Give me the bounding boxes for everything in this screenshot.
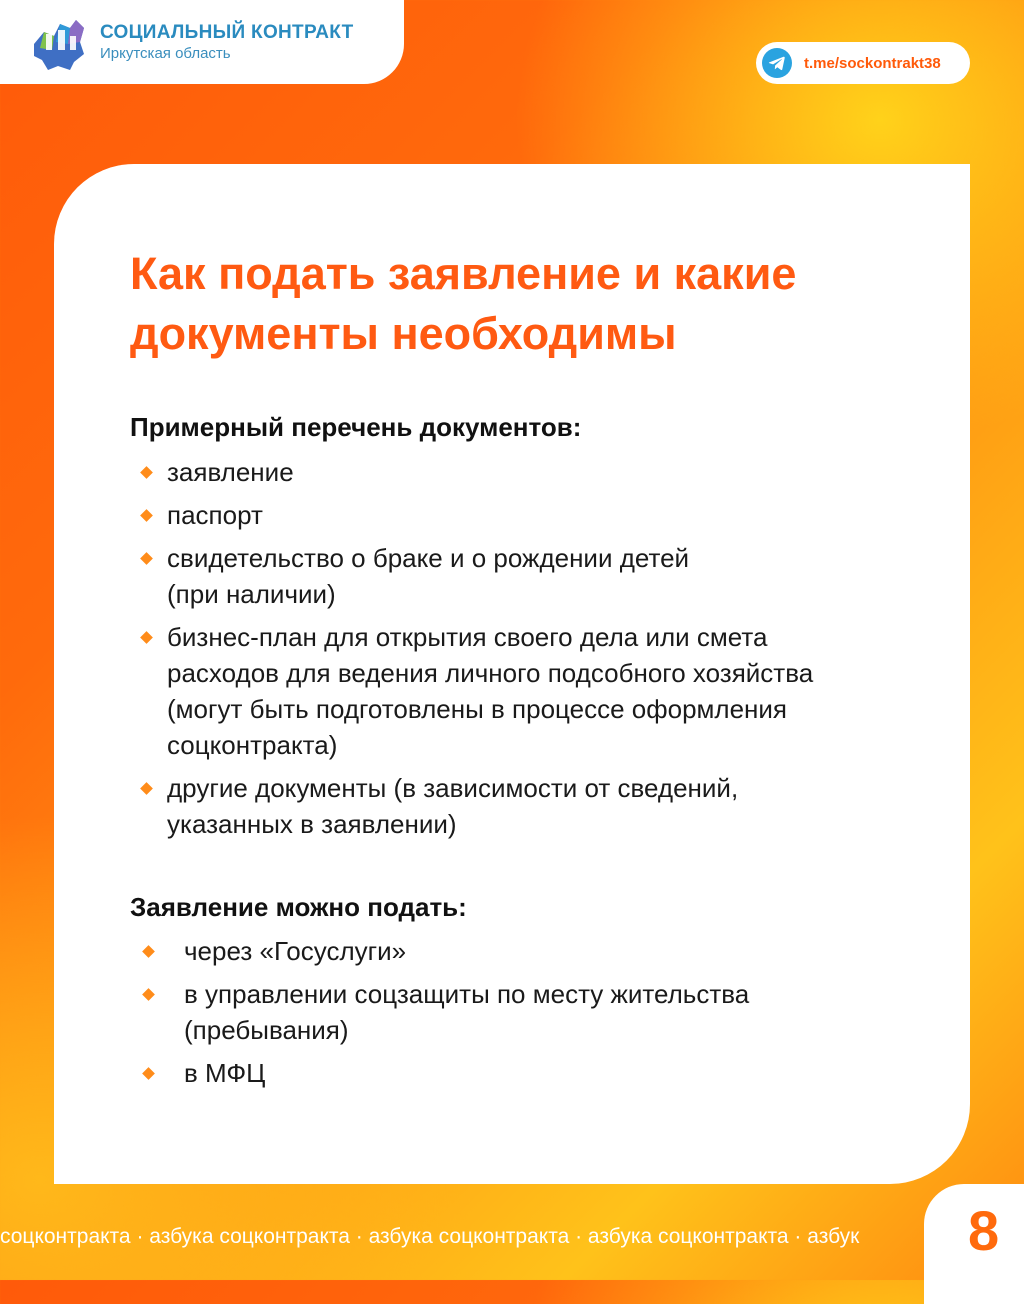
list-item (130, 770, 930, 842)
list-item (130, 454, 930, 490)
content-card (54, 164, 970, 1184)
list-item-text: свидетельство о браке и о рождении детей (167, 543, 690, 573)
diamond-bullet-icon (140, 631, 153, 644)
list-item-text: в МФЦ (184, 1058, 266, 1088)
diamond-bullet-icon (142, 988, 155, 1001)
telegram-icon (762, 48, 792, 78)
documents-list (130, 454, 930, 849)
list-item-text: (могут быть подготовлены в процессе оформления (167, 694, 788, 724)
list-item-text: соцконтракта) (167, 730, 338, 760)
page-number: 8 (968, 1199, 1000, 1262)
list-item-text: другие документы (в зависимости от сведений, (167, 773, 739, 803)
diamond-bullet-icon (142, 945, 155, 958)
list-item-text: заявление (167, 457, 294, 487)
telegram-link-button[interactable] (756, 42, 970, 84)
diamond-bullet-icon (142, 1067, 155, 1080)
list-item (130, 540, 930, 612)
list-item-text: указанных в заявлении) (167, 809, 457, 839)
list-item-text: расходов для ведения личного подсобного хозяйства (167, 658, 814, 688)
list-item-text: в управлении соцзащиты по месту жительства (184, 979, 750, 1009)
list-item-text: паспорт (167, 500, 263, 530)
submission-heading: Заявление можно подать: (130, 892, 467, 922)
submission-list (130, 933, 930, 1098)
page-title (130, 244, 930, 364)
brand-subtitle: Иркутская область (100, 45, 231, 62)
region-map-logo-icon (30, 14, 88, 72)
list-item-text: бизнес-план для открытия своего дела или смета (167, 622, 768, 652)
brand-title: СОЦИАЛЬНЫЙ КОНТРАКТ (100, 22, 354, 43)
telegram-link-text[interactable]: t.me/sockontrakt38 (804, 54, 941, 72)
list-item-text: через «Госуслуги» (184, 936, 407, 966)
list-item (130, 933, 930, 969)
page-title-line-1: Как подать заявление и какие (130, 248, 797, 299)
diamond-bullet-icon (140, 782, 153, 795)
list-item-text: (пребывания) (184, 1015, 349, 1045)
list-item (130, 976, 930, 1048)
page-title-line-2: документы необходимы (130, 308, 677, 359)
list-item (130, 497, 930, 533)
list-item (130, 1055, 930, 1091)
documents-heading: Примерный перечень документов: (130, 412, 582, 442)
list-item-text: (при наличии) (167, 579, 336, 609)
footer-ticker: соцконтракта · азбука соцконтракта · азбука соцконтракта · азбука соцконтракта · азбук (0, 1225, 860, 1248)
list-item (130, 619, 930, 763)
diamond-bullet-icon (140, 509, 153, 522)
diamond-bullet-icon (140, 552, 153, 565)
brand-header (0, 0, 404, 84)
diamond-bullet-icon (140, 466, 153, 479)
